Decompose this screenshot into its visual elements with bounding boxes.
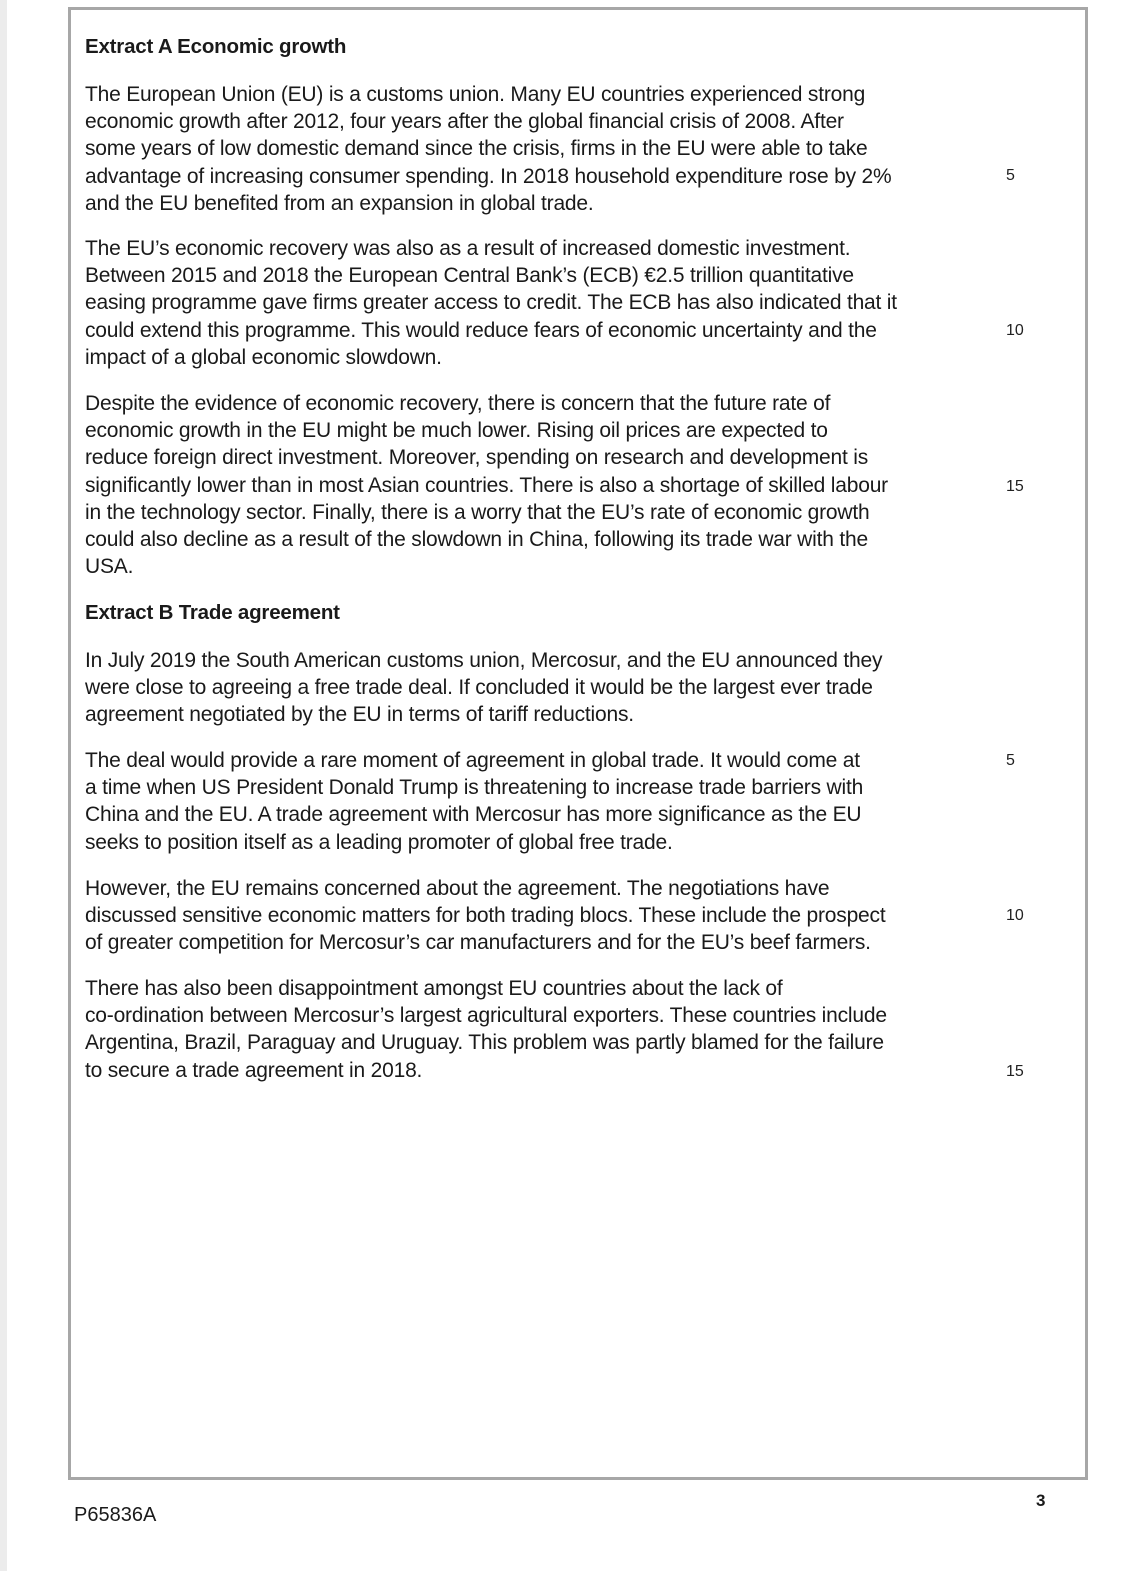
line-number: 5	[1006, 752, 1015, 769]
paper-code: P65836A	[74, 1504, 157, 1526]
text-line: China and the EU. A trade agreement with Mercosur has more significance as the EU	[85, 803, 862, 827]
line-number: 10	[1006, 907, 1024, 924]
line-number: 10	[1006, 322, 1024, 339]
text-line: advantage of increasing consumer spending. In 2018 household expenditure rose by 2%	[85, 164, 892, 188]
text-line: significantly lower than in most Asian countries. There is also a shortage of skilled labour	[85, 473, 888, 497]
text-line: In July 2019 the South American customs union, Mercosur, and the EU announced they	[85, 649, 883, 672]
extract-b-heading: Extract B Trade agreement	[85, 601, 340, 624]
text-line: Despite the evidence of economic recovery, there is concern that the future rate of	[85, 392, 831, 415]
text-line: agreement negotiated by the EU in terms of tariff reductions.	[85, 703, 634, 727]
page-number: 3	[1036, 1491, 1046, 1510]
text-line: in the technology sector. Finally, there is a worry that the EU’s rate of economic growth	[85, 500, 870, 524]
extract-frame	[68, 7, 1088, 1480]
text-line: discussed sensitive economic matters for both trading blocs. These include the prospect	[85, 904, 886, 928]
text-line: The European Union (EU) is a customs union. Many EU countries experienced strong	[85, 83, 866, 106]
text-line: economic growth in the EU might be much lower. Rising oil prices are expected to	[85, 419, 828, 443]
extract-b-paragraph-1	[85, 647, 965, 729]
extract-a-heading: Extract A Economic growth	[85, 35, 347, 58]
text-line: to secure a trade agreement in 2018.	[85, 1058, 423, 1082]
extract-b-paragraph-2	[85, 747, 965, 856]
text-line: co-ordination between Mercosur’s largest agricultural exporters. These countries include	[85, 1004, 887, 1028]
page-edge	[0, 0, 7, 1571]
text-line: were close to agreeing a free trade deal. If concluded it would be the largest ever trade	[85, 676, 873, 700]
extract-a-paragraph-2	[85, 235, 965, 371]
line-number: 5	[1006, 167, 1015, 184]
text-line: However, the EU remains concerned about the agreement. The negotiations have	[85, 877, 830, 900]
text-line: could also decline as a result of the slowdown in China, following its trade war with the	[85, 528, 868, 552]
text-line: economic growth after 2012, four years after the global financial crisis of 2008. After	[85, 110, 844, 134]
text-line: easing programme gave firms greater access to credit. The ECB has also indicated that it	[85, 291, 897, 315]
text-line: could extend this programme. This would reduce fears of economic uncertainty and the	[85, 318, 877, 342]
text-line: a time when US President Donald Trump is threatening to increase trade barriers with	[85, 776, 864, 800]
line-number: 15	[1006, 1063, 1024, 1080]
extract-b-paragraph-4	[85, 975, 965, 1084]
text-line: reduce foreign direct investment. Moreover, spending on research and development is	[85, 446, 869, 470]
text-line: seeks to position itself as a leading promoter of global free trade.	[85, 830, 673, 854]
text-line: and the EU benefited from an expansion in global trade.	[85, 191, 594, 215]
text-line: There has also been disappointment amongst EU countries about the lack of	[85, 977, 783, 1000]
text-line: impact of a global economic slowdown.	[85, 345, 442, 369]
text-line: USA.	[85, 555, 134, 579]
line-number: 15	[1006, 478, 1024, 495]
text-line: Between 2015 and 2018 the European Central Bank’s (ECB) €2.5 trillion quantitative	[85, 264, 854, 288]
text-line: The EU’s economic recovery was also as a result of increased domestic investment.	[85, 237, 851, 260]
extract-a-paragraph-3	[85, 390, 965, 580]
text-line: Argentina, Brazil, Paraguay and Uruguay. This problem was partly blamed for the failure	[85, 1031, 884, 1055]
text-line: The deal would provide a rare moment of agreement in global trade. It would come at	[85, 749, 860, 772]
extract-a-paragraph-1	[85, 81, 965, 217]
text-line: of greater competition for Mercosur’s car manufacturers and for the EU’s beef farmers.	[85, 931, 871, 955]
text-line: some years of low domestic demand since the crisis, firms in the EU were able to take	[85, 137, 868, 161]
extract-b-paragraph-3	[85, 875, 965, 957]
